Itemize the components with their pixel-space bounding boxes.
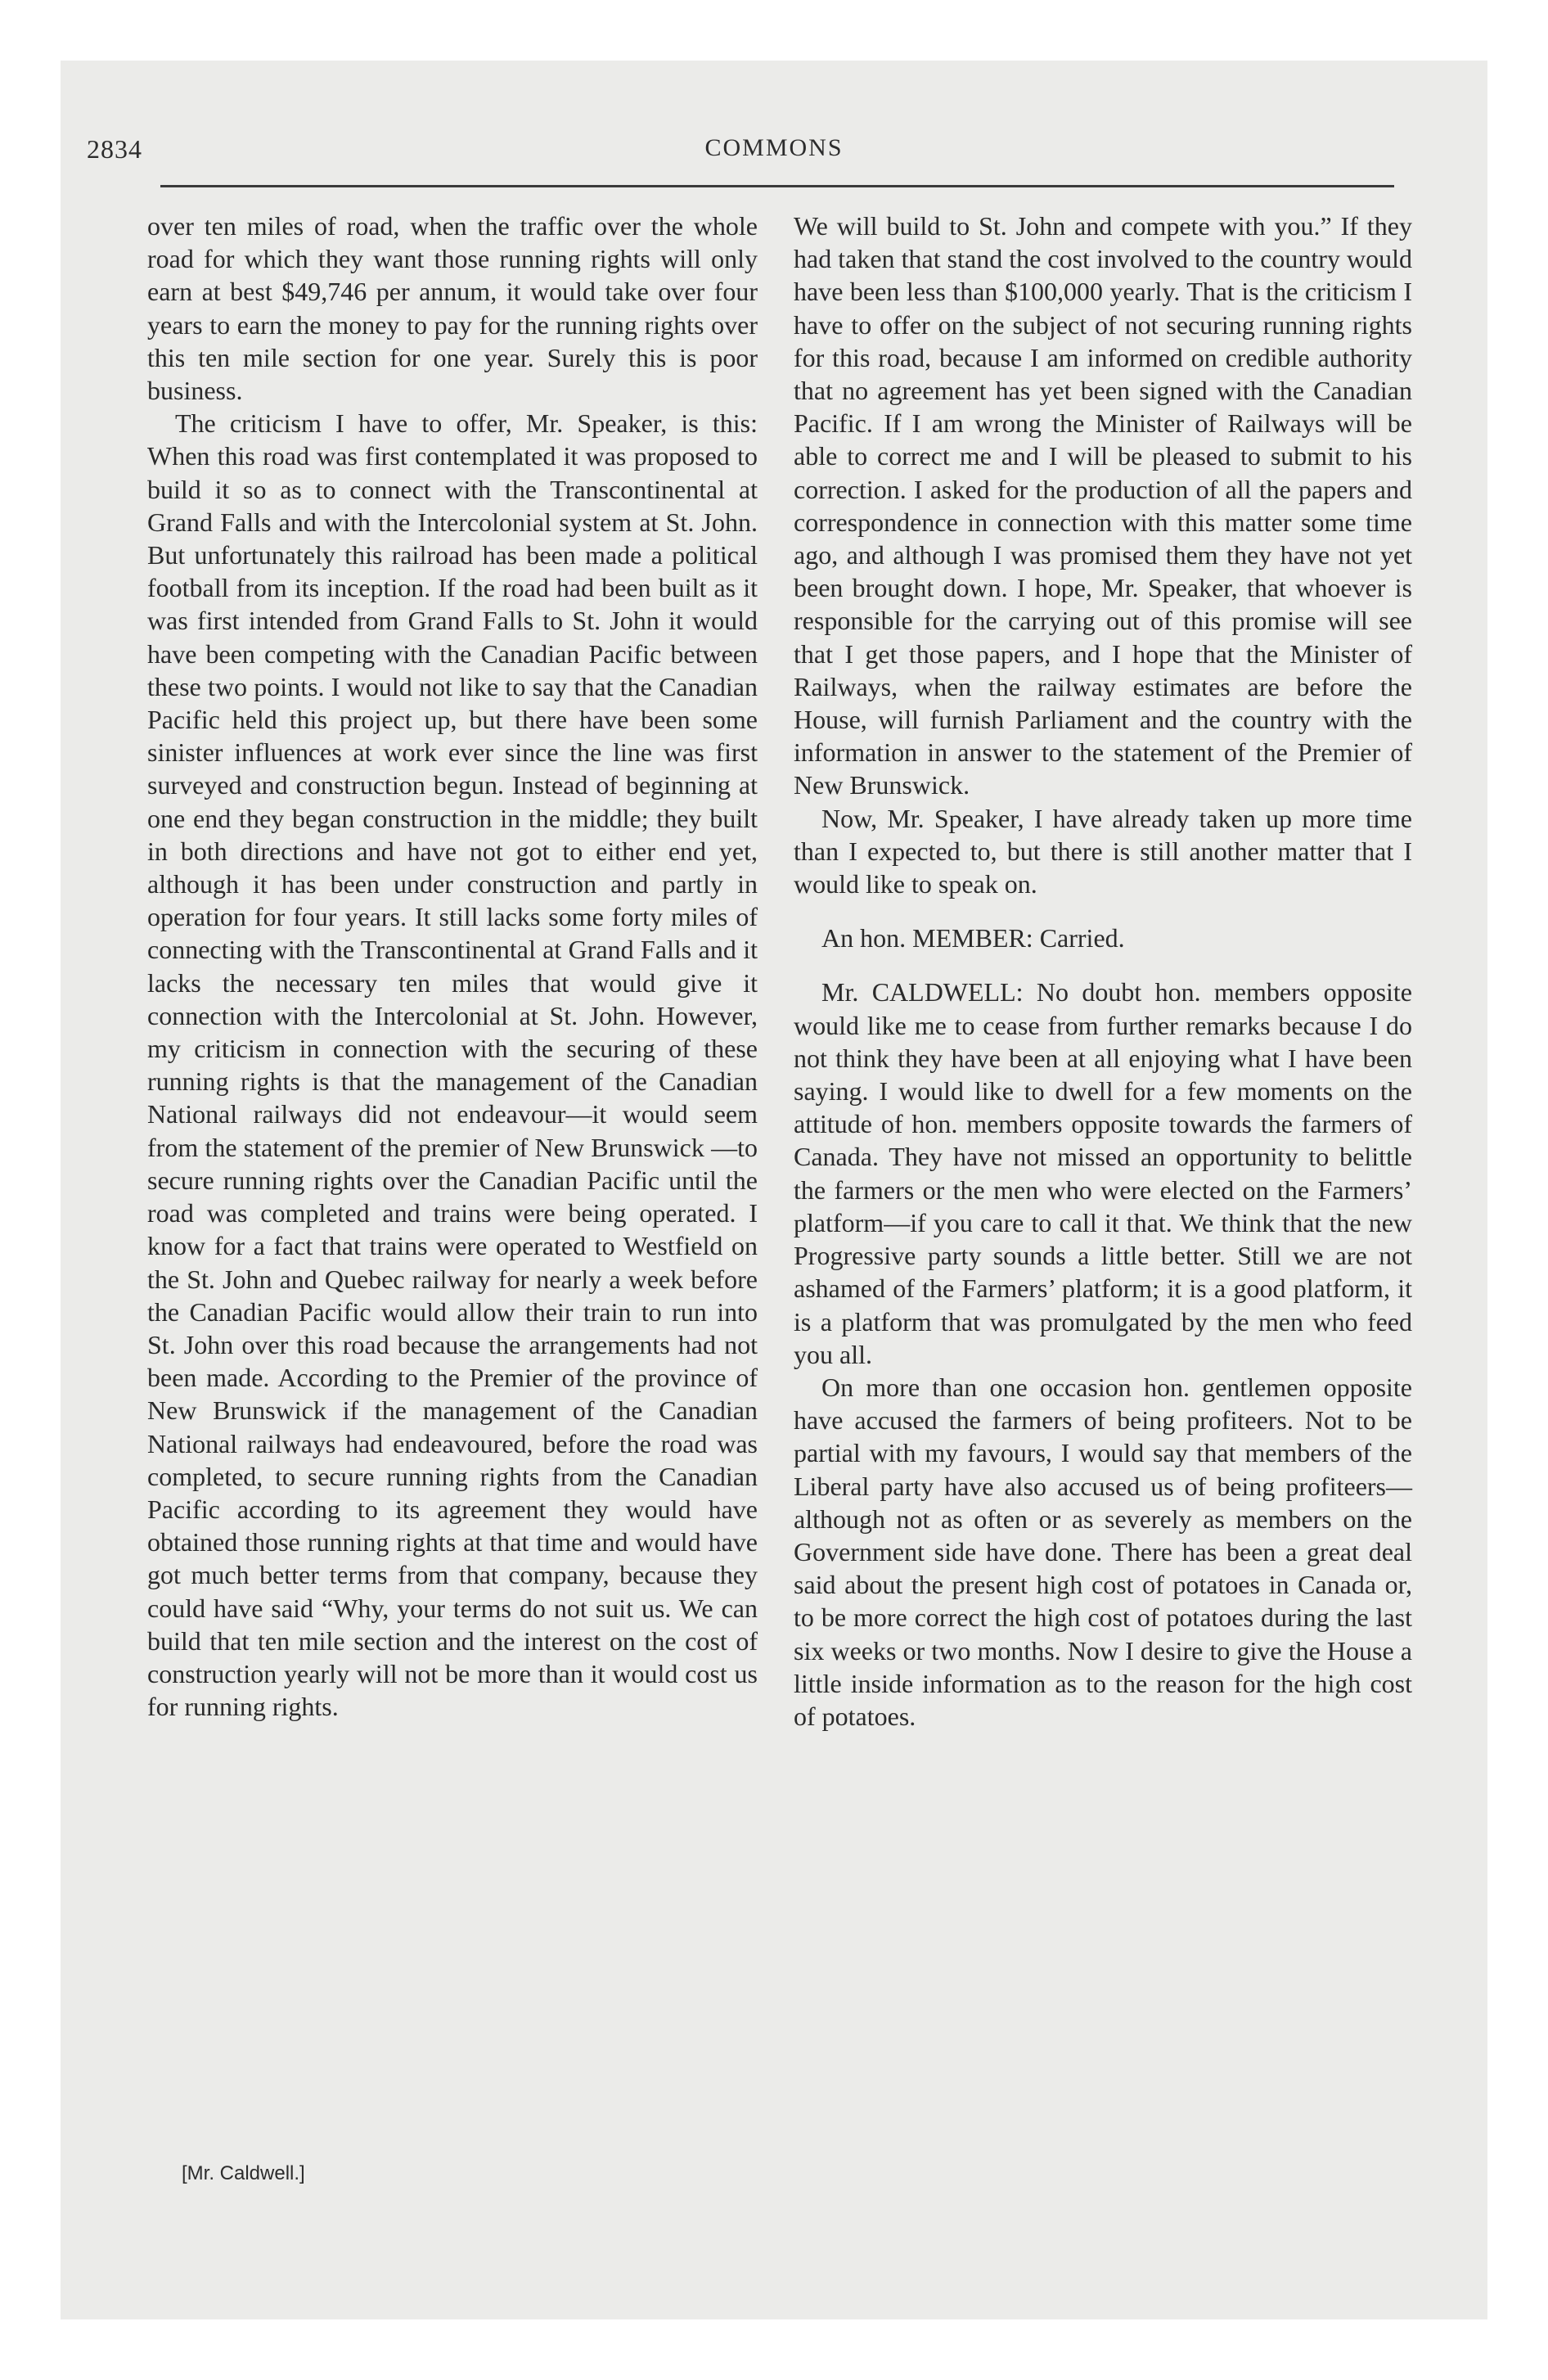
paragraph-profiteers: On more than one occasion hon. gentlemen opposite have accused the farmers of being profiteers. Not to be partial with my favours, I would say that members of the Liberal party have also accused us of being profiteers—although not as often or as severely as members on the Government side have done. There has been a great deal said about the present high cost of potatoes in Canada or, to be more correct the high cost of potatoes during the last six weeks or two months. Now I desire to give the House a little inside information as to the reason for the high cost of potatoes.	[794, 1372, 1412, 1731]
speech-caldwell: Mr. CALDWELL: No doubt hon. members opposite would like me to cease from further remarks because I do not think they have been at all enjoying what I have been saying. I would like to dwell for a few moments on the attitude of hon. members opposite towards the farmers of Canada. They have not missed an opportunity to belittle the farmers or the men who were elected on the Farmers’ platform—if you care to call it that. We think that the new Progressive party sounds a little better. Still we are not ashamed of the Farmers’ platform; it is a good platform, it is a platform that was promulgated by the men who feed you all.	[794, 977, 1412, 1369]
paragraph-continued: over ten miles of road, when the traffic over the whole road for which they want those running rights will only earn at best $49,746 per annum, it would take over four years to earn the money to pay for the running rights over this ten mile section for one year. Surely this is poor business.	[147, 211, 758, 406]
interjection: An hon. MEMBER: Carried.	[821, 923, 1125, 953]
paragraph-another-matter: Now, Mr. Speaker, I have already taken up more time than I expected to, but there is still another matter that I would like to speak on.	[794, 803, 1412, 899]
running-head: COMMONS	[704, 134, 844, 161]
page-number: 2834	[87, 134, 142, 164]
right-column	[794, 210, 1412, 1733]
paragraph-criticism: The criticism I have to offer, Mr. Speaker, is this: When this road was first contemplated it was proposed to build it so as to connect with the Transcontinental at Grand Falls and with the Intercolonial system at St. John. But unfortunately this railroad has been made a political football from its inception. If the road had been built as it was first intended from Grand Falls to St. John it would have been competing with the Canadian Pacific between these two points. I would not like to say that the Canadian Pacific held this project up, but there have been some sinister influences at work ever since the line was first surveyed and construction begun. Instead of beginning at one end they began construction in the middle; they built in both directions and have not got to either end yet, although it has been under construction and partly in operation for four years. It still lacks some forty miles of connecting with the Transcontinental at Grand Falls and it lacks the necessary ten miles that would give it connection with the Intercolonial at St. John. However, my criticism in connection with the securing of these running rights is that the management of the Canadian National railways did not endeavour—it would seem from the statement of the premier of New Brunswick —to secure running rights over the Canadian Pacific until the road was completed and trains were being operated. I know for a fact that trains were operated to Westfield on the St. John and Quebec railway for nearly a week before the Canadian Pacific would allow their train to run into St. John over this road because the arrangements had not been made. According to the Premier of the province of New Brunswick if the management of the Canadian National railways had endeavoured, before the road was completed, to secure running rights from the Canadian Pacific according to its agreement they would have obtained those running rights at that time and would have got much better terms from that company, because they could have said “Why, your terms do not suit us. We can build that ten mile section and the interest on the cost of construction yearly will not be more than it would cost us for running rights.	[147, 408, 758, 1722]
speaker-attribution: [Mr. Caldwell.]	[182, 2162, 305, 2184]
left-column	[147, 210, 758, 1723]
paragraph-continuation: We will build to St. John and compete with you.” If they had taken that stand the cost involved to the country would have been less than $100,000 yearly. That is the criticism I have to offer on the subject of not securing running rights for this road, because I am informed on credible authority that no agreement has yet been signed with the Canadian Pacific. If I am wrong the Minister of Railways will be able to correct me and I will be pleased to submit to his correction. I asked for the production of all the papers and correspondence in connection with this matter some time ago, and although I was promised them they have not yet been brought down. I hope, Mr. Speaker, that whoever is responsible for the carrying out of this promise will see that I get those papers, and I hope that the Minister of Railways, when the railway estimates are before the House, will furnish Parliament and the country with the information in answer to the statement of the Premier of New Brunswick.	[794, 211, 1412, 800]
header-rule	[160, 185, 1394, 187]
